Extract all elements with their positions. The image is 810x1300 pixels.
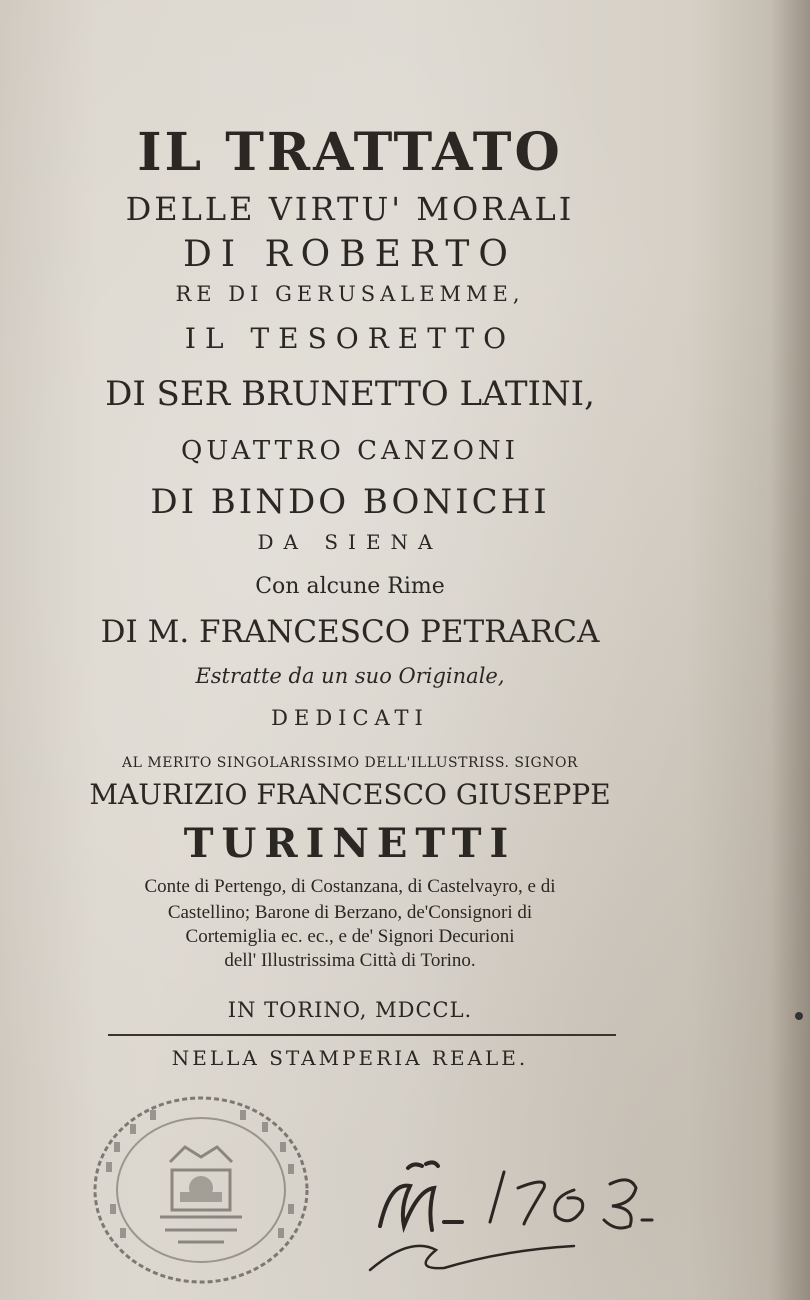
- title-line-13: DEDICATI: [271, 706, 429, 730]
- title-line-12: Estratte da un suo Originale,: [195, 664, 505, 688]
- title-line-14: AL MERITO SINGOLARISSIMO DELL'ILLUSTRISS. SIGNOR: [122, 755, 578, 771]
- title-line-8: DI BINDO BONICHI: [150, 482, 550, 522]
- title-line-5: IL TESORETTO: [184, 322, 516, 355]
- imprint-printer: NELLA STAMPERIA REALE.: [171, 1046, 529, 1070]
- title-line-1: IL TRATTATO: [137, 122, 563, 183]
- dedication-line-2: Castellino; Barone di Berzano, de'Consignori di: [167, 902, 533, 923]
- dedication-line-1: Conte di Pertengo, di Costanzana, di Castelvayro, e di: [144, 876, 556, 897]
- imprint-place: IN TORINO, MDCCL.: [227, 998, 473, 1022]
- title-line-15: MAURIZIO FRANCESCO GIUSEPPE: [89, 778, 611, 811]
- title-line-10: Con alcune Rime: [255, 574, 445, 599]
- title-line-2: DELLE VIRTU' MORALI: [125, 190, 575, 228]
- title-line-3: DI ROBERTO: [183, 234, 517, 275]
- ink-dot: [795, 1012, 803, 1020]
- page-edge-shadow: [770, 0, 810, 1300]
- title-line-11: DI M. FRANCESCO PETRARCA: [100, 614, 600, 650]
- dedication-line-3: Cortemiglia ec. ec., e de' Signori Decurioni: [185, 926, 515, 947]
- dedication-line-4: dell' Illustrissima Città di Torino.: [224, 950, 476, 971]
- title-line-4: RE DI GERUSALEMME,: [175, 282, 525, 306]
- library-stamp-icon: [90, 1092, 312, 1288]
- imprint-rule: [108, 1034, 616, 1036]
- title-line-16: TURINETTI: [183, 820, 517, 867]
- manuscript-annotation-icon: [360, 1148, 680, 1288]
- title-line-9: DA SIENA: [257, 530, 443, 554]
- title-line-7: QUATTRO CANZONI: [181, 436, 519, 466]
- title-line-6: DI SER BRUNETTO LATINI,: [105, 374, 595, 414]
